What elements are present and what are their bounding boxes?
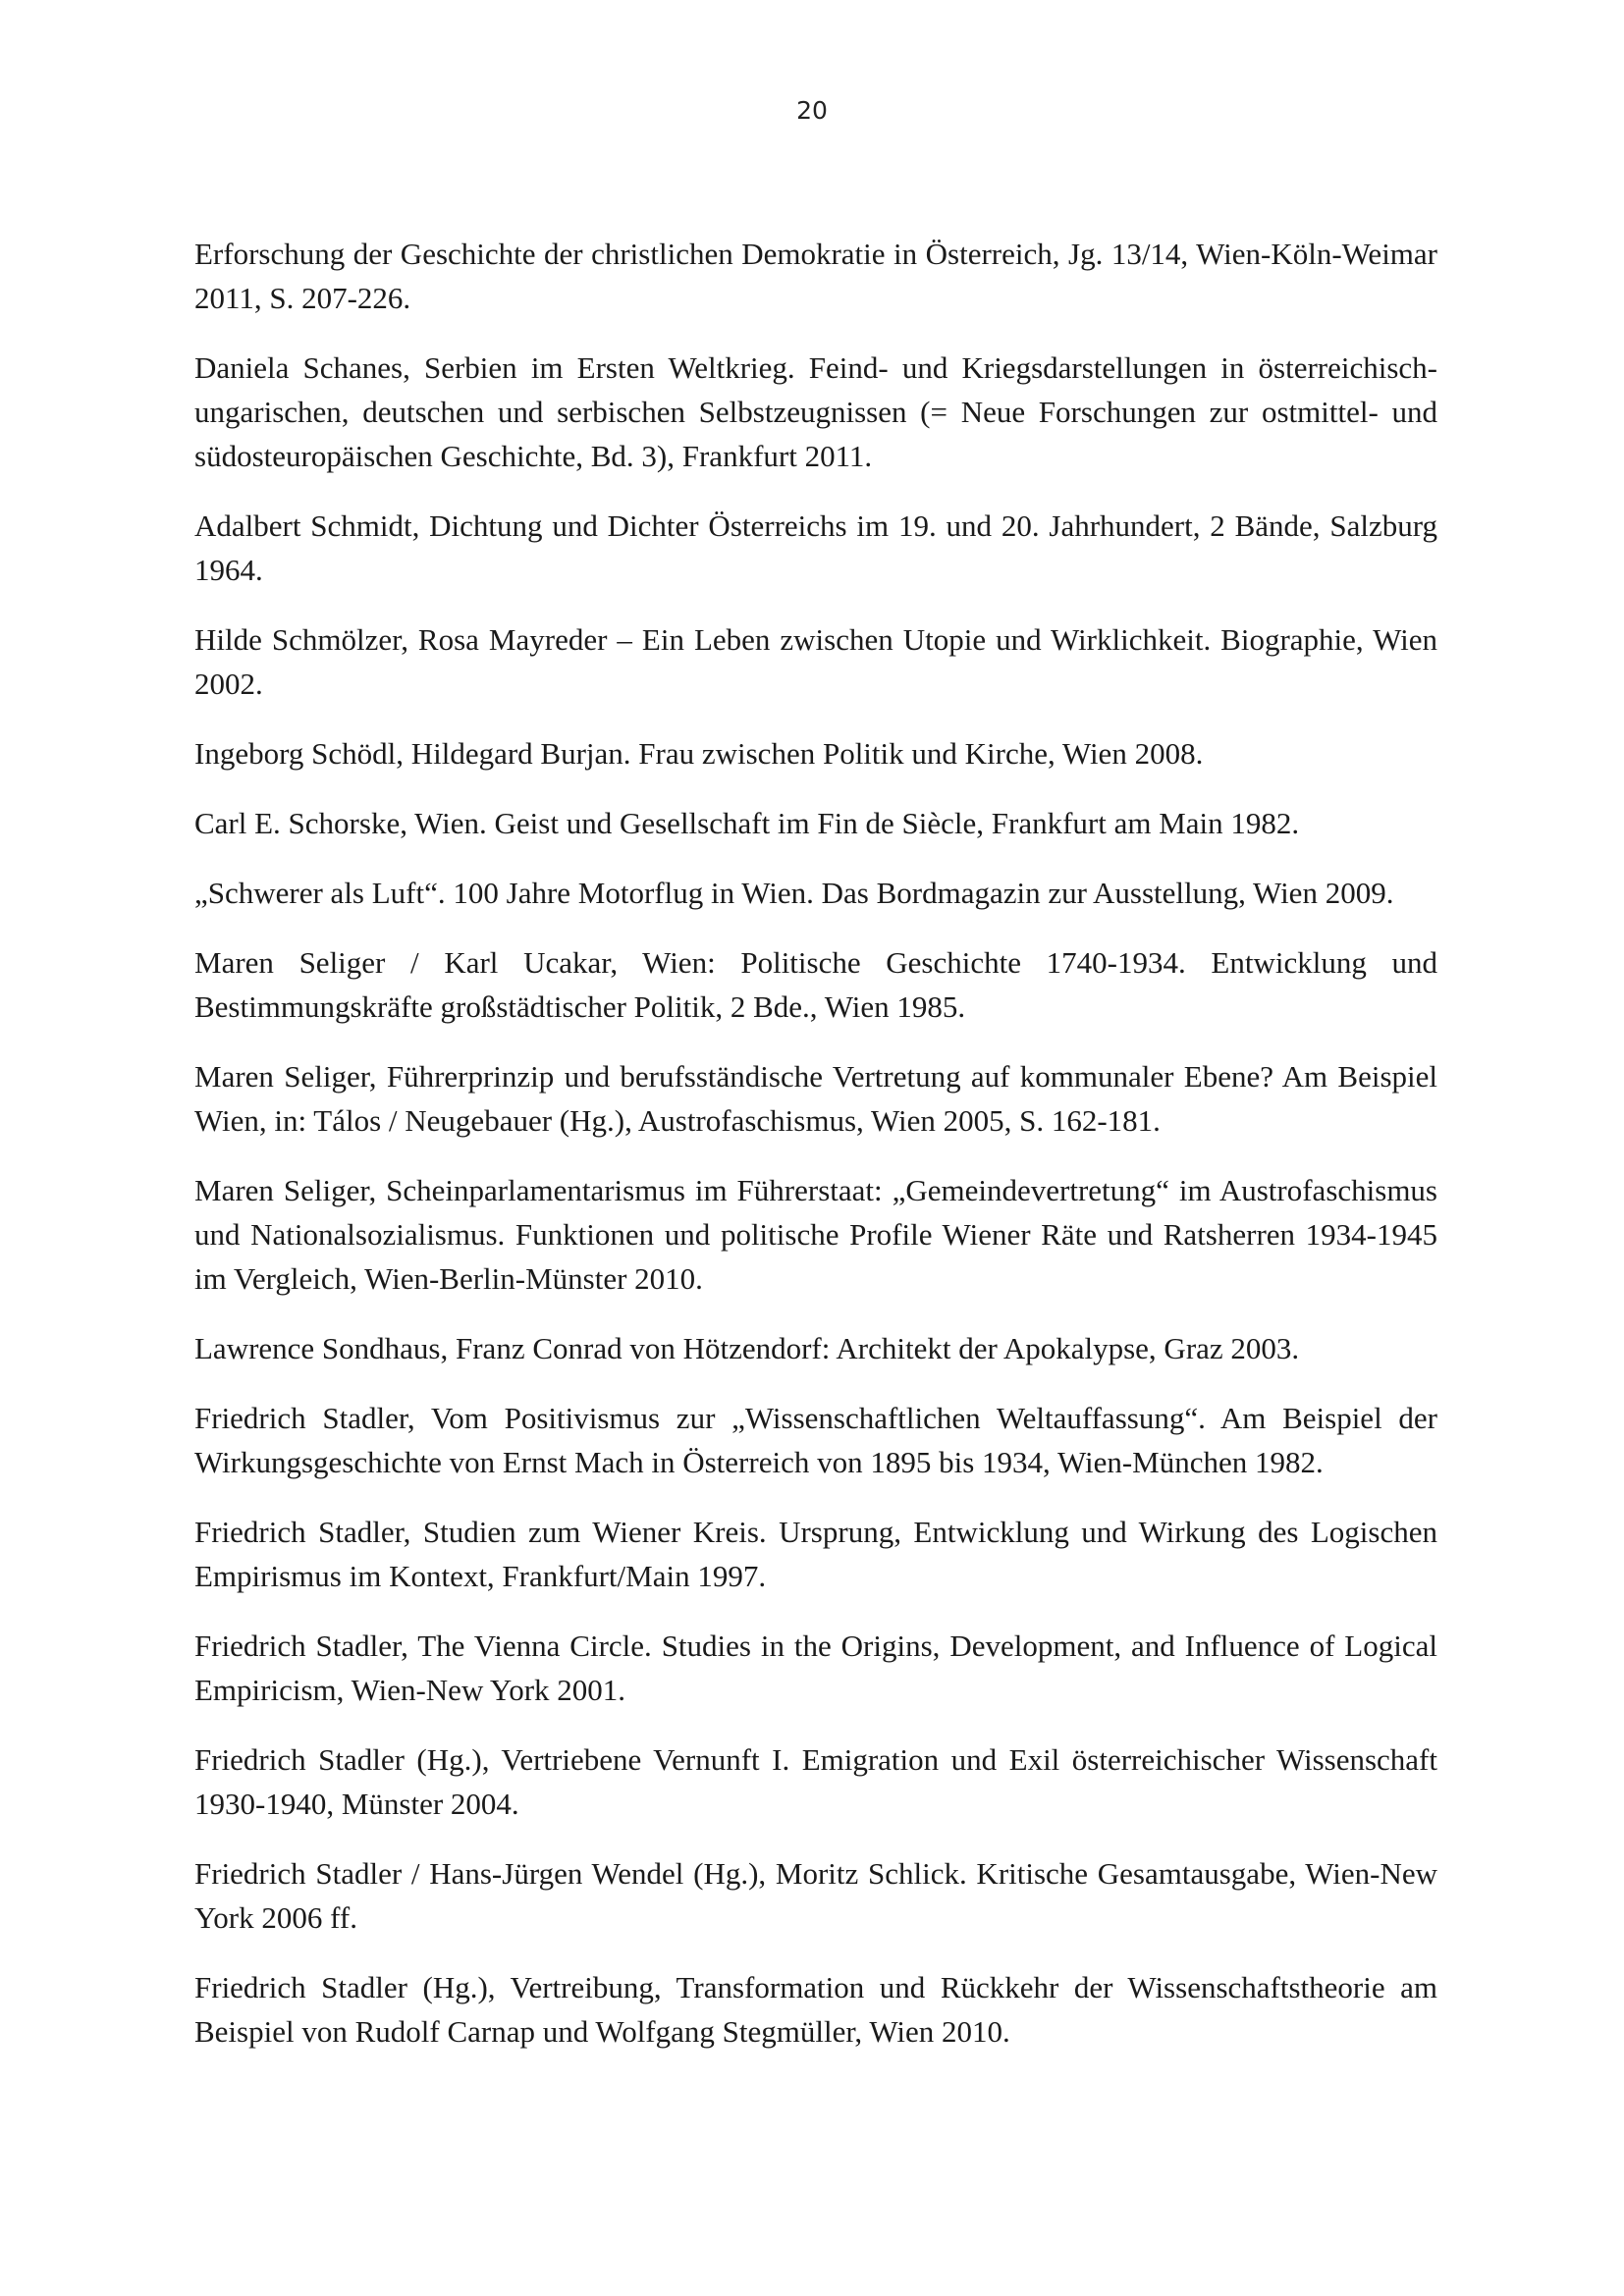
bibliography-entry: Friedrich Stadler (Hg.), Vertreibung, Transformation und Rückkehr der Wissenschaftstheorie am Beispiel von Rudolf Carnap und Wolfgang Stegmüller, Wien 2010. bbox=[194, 1970, 1437, 2049]
bibliography-entry: „Schwerer als Luft“. 100 Jahre Motorflug in Wien. Das Bordmagazin zur Ausstellung, Wien 2009. bbox=[194, 876, 1394, 910]
bibliography-entry: Lawrence Sondhaus, Franz Conrad von Hötzendorf: Architekt der Apokalypse, Graz 2003. bbox=[194, 1331, 1300, 1365]
bibliography-entry: Daniela Schanes, Serbien im Ersten Weltkrieg. Feind- und Kriegsdarstellungen in österreichisch-ungarischen, deutschen und serbischen Selbstzeugnissen (= Neue Forschungen zur ostmittel- und südosteuropäischen Geschichte, Bd. 3), Frankfurt 2011. bbox=[194, 350, 1437, 473]
page-number: 20 bbox=[796, 96, 828, 125]
bibliography-entry: Hilde Schmölzer, Rosa Mayreder – Ein Leben zwischen Utopie und Wirklichkeit. Biographie, Wien 2002. bbox=[194, 622, 1437, 701]
bibliography-entry: Friedrich Stadler, Studien zum Wiener Kreis. Ursprung, Entwicklung und Wirkung des Logischen Empirismus im Kontext, Frankfurt/Main 1997. bbox=[194, 1515, 1437, 1593]
bibliography-entry: Maren Seliger / Karl Ucakar, Wien: Politische Geschichte 1740-1934. Entwicklung und Bestimmungskräfte großstädtischer Politik, 2 Bde., Wien 1985. bbox=[194, 945, 1437, 1024]
bibliography-entry: Friedrich Stadler, Vom Positivismus zur „Wissenschaftlichen Weltauffassung“. Am Beispiel der Wirkungsgeschichte von Ernst Mach in Österreich von 1895 bis 1934, Wien-München 1982. bbox=[194, 1401, 1437, 1479]
bibliography-entry: Maren Seliger, Führerprinzip und berufsständische Vertretung auf kommunaler Ebene? Am Beispiel Wien, in: Tálos / Neugebauer (Hg.), Austrofaschismus, Wien 2005, S. 162-181. bbox=[194, 1059, 1437, 1138]
bibliography-entry: Friedrich Stadler, The Vienna Circle. Studies in the Origins, Development, and Influence of Logical Empiricism, Wien-New York 2001. bbox=[194, 1629, 1437, 1707]
bibliography-entry: Friedrich Stadler / Hans-Jürgen Wendel (Hg.), Moritz Schlick. Kritische Gesamtausgabe, Wien-New York 2006 ff. bbox=[194, 1856, 1437, 1935]
bibliography-entry: Maren Seliger, Scheinparlamentarismus im Führerstaat: „Gemeindevertretung“ im Austrofaschismus und Nationalsozialismus. Funktionen und politische Profile Wiener Räte und Ratsherren 1934-1945 im Vergleich, Wien-Berlin-Münster 2010. bbox=[194, 1173, 1437, 1296]
bibliography-entry: Carl E. Schorske, Wien. Geist und Gesellschaft im Fin de Siècle, Frankfurt am Main 1982. bbox=[194, 806, 1300, 840]
bibliography-entry: Erforschung der Geschichte der christlichen Demokratie in Österreich, Jg. 13/14, Wien-Köln-Weimar 2011, S. 207-226. bbox=[194, 237, 1437, 315]
bibliography-list bbox=[194, 232, 1437, 2079]
bibliography-entry: Friedrich Stadler (Hg.), Vertriebene Vernunft I. Emigration und Exil österreichischer Wissenschaft 1930-1940, Münster 2004. bbox=[194, 1742, 1437, 1821]
bibliography-entry: Ingeborg Schödl, Hildegard Burjan. Frau zwischen Politik und Kirche, Wien 2008. bbox=[194, 736, 1204, 771]
bibliography-entry: Adalbert Schmidt, Dichtung und Dichter Österreichs im 19. und 20. Jahrhundert, 2 Bände, Salzburg 1964. bbox=[194, 508, 1437, 587]
